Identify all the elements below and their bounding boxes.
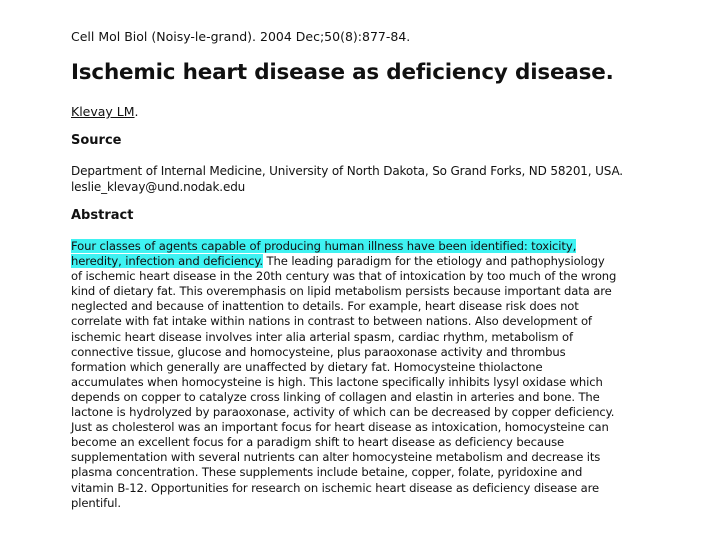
source-heading: Source: [71, 133, 122, 148]
author-suffix: .: [134, 104, 139, 119]
abstract-heading: Abstract: [71, 208, 134, 223]
abstract-line: formation which generally are unaffected by dietary fat. Homocysteine thiolactone: [71, 359, 543, 374]
abstract-line: [71, 239, 677, 254]
author-link[interactable]: Klevay LM: [71, 104, 135, 119]
highlighted-text: heredity, infection and deficiency.: [71, 254, 263, 269]
affiliation-email: leslie_klevay@und.nodak.edu: [71, 179, 246, 194]
abstract-line: plasma concentration. These supplements include betaine, copper, folate, pyridoxine and: [71, 465, 583, 480]
paper-title: Ischemic heart disease as deficiency disease.: [71, 60, 614, 85]
abstract-line: become an excellent focus for a paradigm shift to heart disease as deficiency because: [71, 435, 565, 450]
affiliation: [71, 164, 623, 195]
abstract-line: connective tissue, glucose and homocysteine, plus paraoxonase activity and thrombus: [71, 344, 566, 359]
citation: Cell Mol Biol (Noisy-le-grand). 2004 Dec;50(8):877-84.: [71, 29, 411, 44]
abstract-line: lactone is hydrolyzed by paraoxonase, activity of which can be decreased by copper deficiency.: [71, 405, 615, 420]
abstract-line: Just as cholesterol was an important focus for heart disease as intoxication, homocysteine can: [71, 420, 609, 435]
abstract-line: accumulates when homocysteine is high. This lactone specifically inhibits lysyl oxidase which: [71, 374, 603, 389]
abstract-line: depends on copper to catalyze cross linking of collagen and elastin in arteries and bone. The: [71, 389, 600, 404]
affiliation-address: Department of Internal Medicine, University of North Dakota, So Grand Forks, ND 58201, USA.: [71, 164, 623, 178]
abstract-line: of ischemic heart disease in the 20th century was that of intoxication by too much of the wrong: [71, 269, 617, 284]
abstract-line: vitamin B-12. Opportunities for research on ischemic heart disease as deficiency disease are: [71, 480, 599, 495]
abstract-line: kind of dietary fat. This overemphasis on lipid metabolism persists because important data are: [71, 284, 612, 299]
abstract-line: supplementation with several nutrients can alter homocysteine metabolism and decrease its: [71, 450, 601, 465]
abstract-text-rest: The leading paradigm for the etiology and pathophysiology: [262, 254, 605, 269]
abstract-text: [71, 239, 677, 511]
abstract-line: correlate with fat intake within nations in contrast to between nations. Also development of: [71, 314, 592, 329]
abstract-line: neglected and because of inattention to details. For example, heart disease risk does not: [71, 299, 579, 314]
highlighted-text: Four classes of agents capable of producing human illness have been identified: toxicity,: [71, 239, 577, 253]
abstract-line: ischemic heart disease involves inter alia arterial spasm, cardiac rhythm, metabolism of: [71, 329, 573, 344]
abstract-line: [71, 254, 677, 269]
abstract-line: plentiful.: [71, 495, 121, 510]
author-line: [71, 104, 139, 119]
